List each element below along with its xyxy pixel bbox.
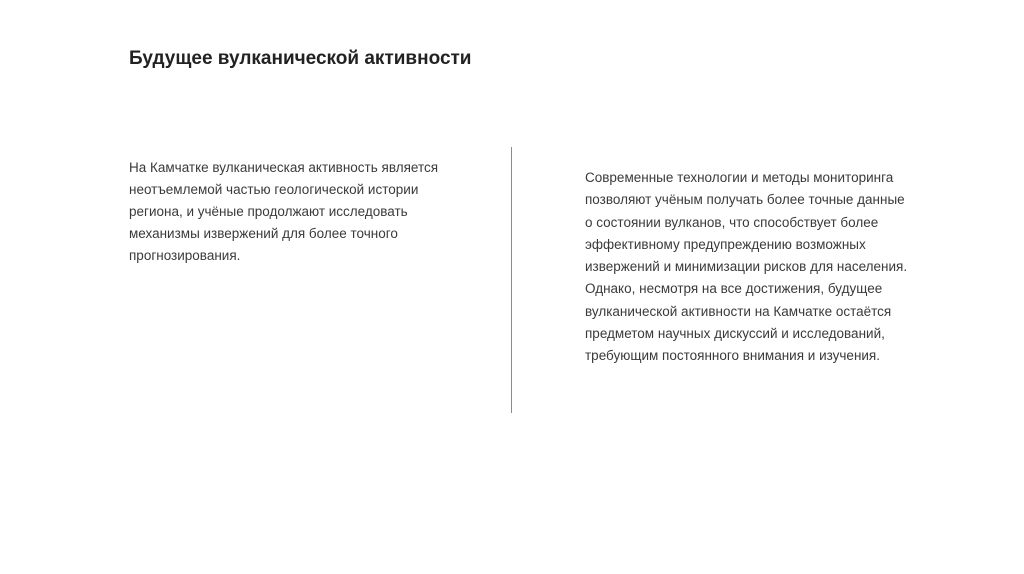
left-text-block [129,157,459,267]
left-text-line: прогнозирования. [129,248,241,263]
right-text-line: о состоянии вулканов, что способствует более [585,214,879,230]
slide-title: Будущее вулканической активности [129,48,472,69]
vertical-divider [511,147,512,413]
left-text-line: региона, и учёные продолжают исследовать [129,204,408,219]
right-text-block [585,167,930,368]
right-text-line: предметом научных дискуссий и исследований, [585,326,885,342]
right-text-line: Современные технологии и методы мониторинга [585,170,894,185]
left-text-line: На Камчатке вулканическая активность является [129,160,439,175]
right-text-line: требующим постоянного внимания и изучения. [585,348,880,364]
right-text-line: позволяют учёным получать более точные данные [585,192,905,208]
right-text-line: вулканической активности на Камчатке остаётся [585,303,892,319]
right-text-line: эффективному предупреждению возможных [585,236,866,252]
left-text-line: механизмы извержений для более точного [129,226,398,241]
right-text-line: извержений и минимизации рисков для населения. [585,259,908,275]
left-text-line: неотъемлемой частью геологической истории [129,182,419,197]
right-text-line: Однако, несмотря на все достижения, будущее [585,281,883,297]
